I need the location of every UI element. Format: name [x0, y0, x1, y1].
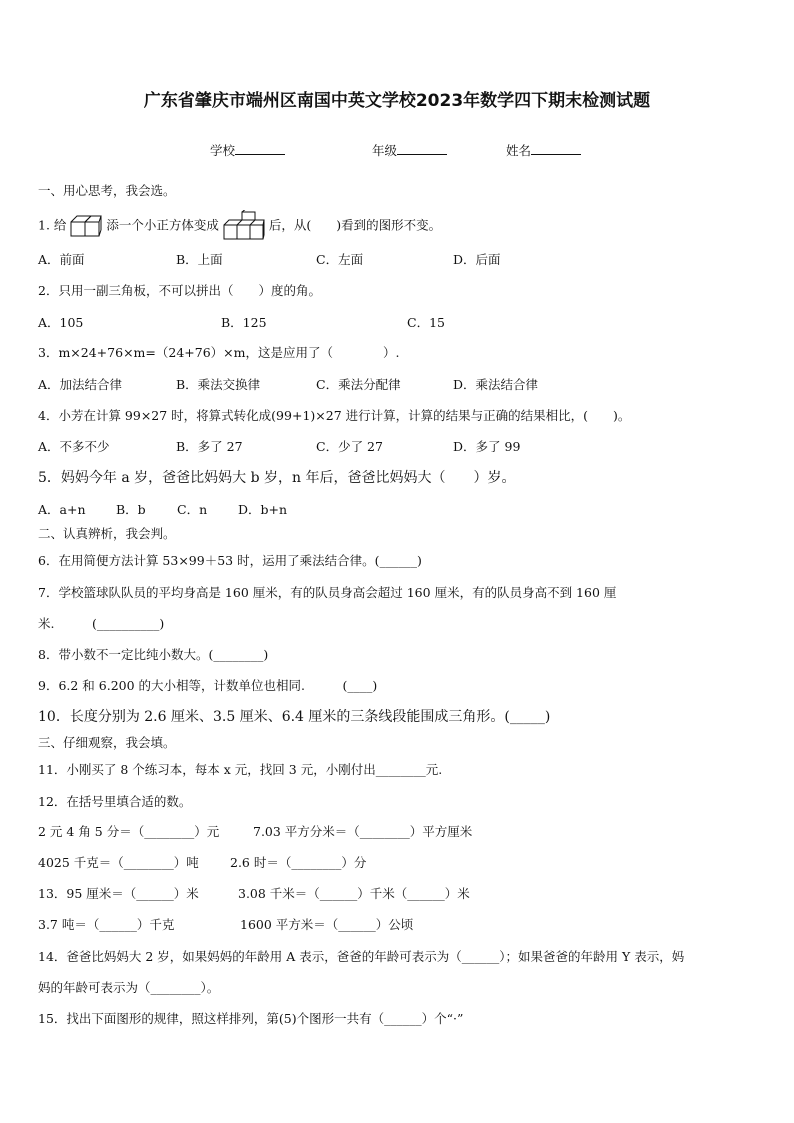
question-14-line-2: 妈的年龄可表示为（________）。	[38, 980, 220, 995]
q2-option-a[interactable]: A．105	[38, 315, 84, 330]
question-1	[38, 210, 441, 242]
grade-label: 年级	[372, 143, 398, 158]
q13-item-1: 13．95 厘米＝（______）米	[38, 886, 199, 901]
section-2-heading: 二、认真辨析，我会判。	[38, 526, 176, 541]
question-10: 10．长度分别为 2.6 厘米、3.5 厘米、6.4 厘米的三条线段能围成三角形。(_____)	[38, 709, 551, 725]
school-field[interactable]	[210, 141, 285, 159]
q13-item-2: 3.08 千米＝（______）千米（______）米	[238, 886, 470, 901]
name-label: 姓名	[506, 143, 532, 158]
q3-option-d[interactable]: D．乘法结合律	[453, 377, 539, 392]
question-15: 15．找出下面图形的规律，照这样排列，第(5)个图形一共有（______）个“·”	[38, 1011, 464, 1026]
q5-option-a[interactable]: A．a+n	[38, 502, 86, 517]
question-9: 9．6.2 和 6.200 的大小相等，计数单位也相同. (____)	[38, 678, 378, 693]
q5-option-c[interactable]: C．n	[177, 502, 208, 517]
q1-number: 1.	[38, 217, 50, 233]
name-field[interactable]	[506, 141, 581, 159]
question-7-line-1: 7．学校篮球队队员的平均身高是 160 厘米，有的队员身高会超过 160 厘米，有的队员身高不到 160 厘	[38, 585, 617, 600]
q1-option-b[interactable]: B．上面	[176, 252, 223, 267]
q12-item-1: 2 元 4 角 5 分＝（________）元	[38, 824, 220, 839]
question-7-line-2: 米. (__________)	[38, 616, 165, 631]
question-6: 6．在用简便方法计算 53×99＋53 时，运用了乘法结合律。(______)	[38, 553, 422, 568]
q2-option-b[interactable]: B．125	[221, 315, 267, 330]
q13-item-3: 3.7 吨＝（______）千克	[38, 917, 175, 932]
section-1-heading: 一、用心思考，我会选。	[38, 183, 176, 198]
q1-text-b: 添一个小正方体变成	[106, 217, 219, 233]
q2-option-c[interactable]: C．15	[407, 315, 445, 330]
question-8: 8．带小数不一定比纯小数大。(________)	[38, 647, 269, 662]
grade-field[interactable]	[372, 141, 447, 159]
question-4: 4．小芳在计算 99×27 时，将算式转化成(99+1)×27 进行计算，计算的结果与正确的结果相比，( )。	[38, 408, 631, 423]
q1-text-a: 给	[53, 217, 67, 233]
q12-item-2: 7.03 平方分米＝（________）平方厘米	[253, 824, 473, 839]
q12-item-4: 2.6 时＝（________）分	[230, 855, 367, 870]
two-cubes-figure	[70, 213, 102, 239]
q1-text-c: 后，从( )看到的图形不变。	[268, 217, 442, 233]
q5-option-d[interactable]: D．b+n	[238, 502, 288, 517]
q1-option-a[interactable]: A．前面	[38, 252, 85, 267]
question-14-line-1: 14．爸爸比妈妈大 2 岁，如果妈妈的年龄用 A 表示，爸爸的年龄可表示为（______）；如果爸爸的年龄用 Y 表示，妈	[38, 949, 685, 964]
question-11: 11．小刚买了 8 个练习本，每本 x 元，找回 3 元，小刚付出________元.	[38, 762, 443, 777]
three-cubes-figure	[223, 210, 265, 242]
page-title: 广东省肇庆市端州区南国中英文学校2023年数学四下期末检测试题	[143, 91, 651, 111]
q3-option-a[interactable]: A．加法结合律	[38, 377, 123, 392]
q1-option-c[interactable]: C．左面	[316, 252, 364, 267]
q4-option-c[interactable]: C．少了 27	[316, 439, 383, 454]
section-3-heading: 三、仔细观察，我会填。	[38, 735, 176, 750]
q4-option-b[interactable]: B．多了 27	[176, 439, 243, 454]
q4-option-d[interactable]: D．多了 99	[453, 439, 521, 454]
question-5: 5．妈妈今年 a 岁，爸爸比妈妈大 b 岁，n 年后，爸爸比妈妈大（ ）岁。	[38, 470, 516, 486]
question-2: 2．只用一副三角板，不可以拼出（ ）度的角。	[38, 283, 321, 298]
q4-option-a[interactable]: A．不多不少	[38, 439, 110, 454]
q12-item-3: 4025 千克＝（________）吨	[38, 855, 199, 870]
q13-item-4: 1600 平方米＝（______）公顷	[240, 917, 414, 932]
q3-option-c[interactable]: C．乘法分配律	[316, 377, 401, 392]
question-3: 3．m×24+76×m=（24+76）×m，这是应用了（ ）.	[38, 345, 400, 360]
q3-option-b[interactable]: B．乘法交换律	[176, 377, 261, 392]
question-12: 12．在括号里填合适的数。	[38, 794, 192, 809]
q1-option-d[interactable]: D．后面	[453, 252, 501, 267]
q5-option-b[interactable]: B．b	[116, 502, 146, 517]
school-label: 学校	[210, 143, 236, 158]
